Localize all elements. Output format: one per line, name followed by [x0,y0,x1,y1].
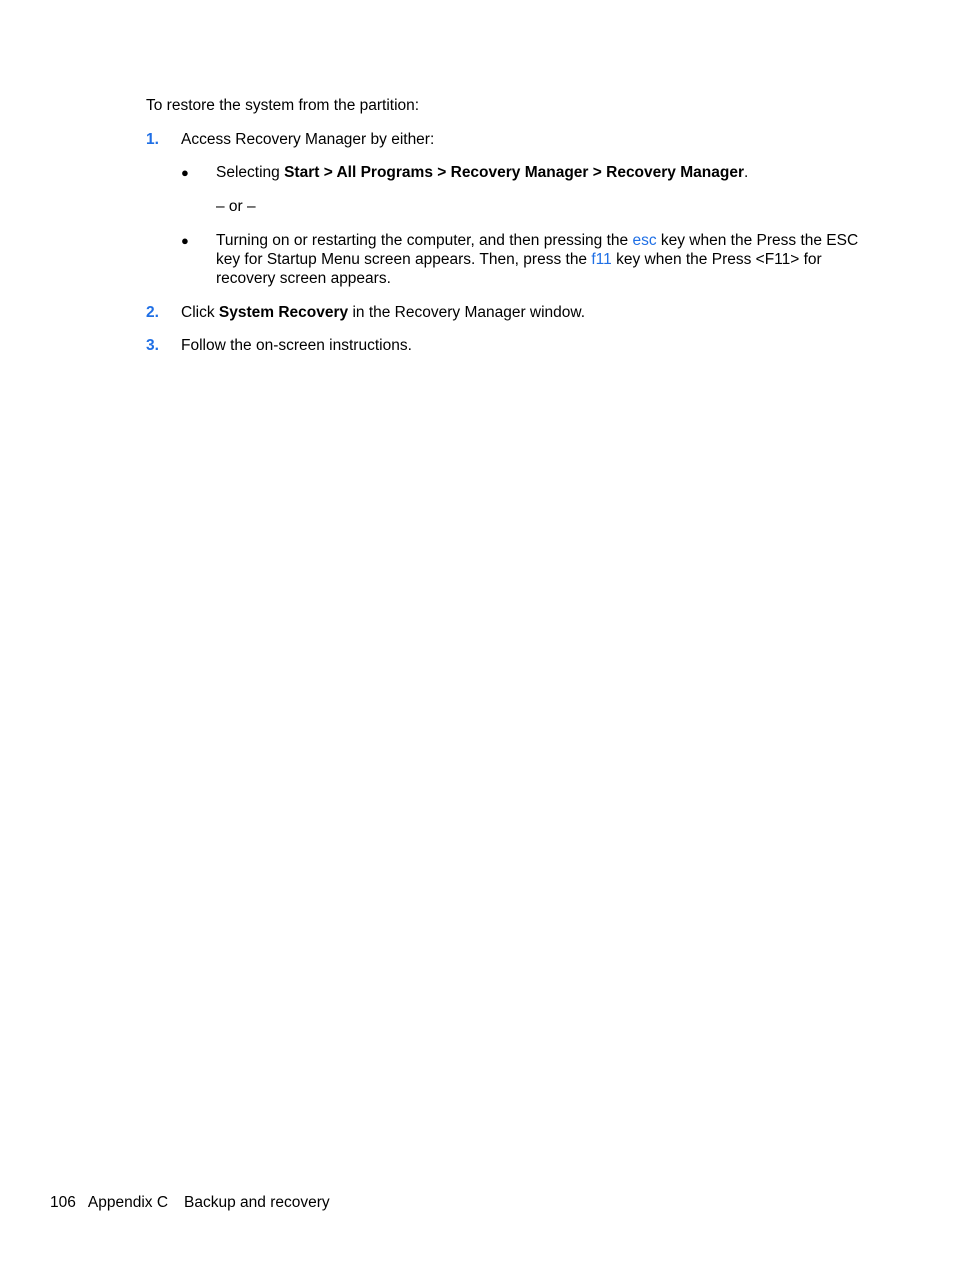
bullet-text-part-1: Turning on or restarting the computer, and then pressing the [216,232,633,249]
step-suffix: in the Recovery Manager window. [348,304,586,321]
bullet-text [216,163,748,182]
footer-title: Backup and recovery [184,1194,330,1211]
intro-paragraph: To restore the system from the partition: [146,97,420,114]
f11-key-label: f11 [591,251,612,268]
step-number: 1. [146,131,159,148]
bullet-marker: ● [181,233,189,248]
page-footer [50,1193,330,1212]
footer-section: Appendix C [87,1194,169,1211]
system-recovery-label: System Recovery [218,304,349,321]
step-text: Access Recovery Manager by either: [181,131,435,148]
step-prefix: Click [181,304,219,321]
bullet-text-part-2: key when the Press the ESC key for Startup Menu screen appears. Then, press the [216,232,859,268]
bullet-marker: ● [181,165,189,180]
step-number: 3. [146,337,159,354]
step-text: Follow the on-screen instructions. [181,337,412,354]
step-text [181,303,585,322]
menu-path: Start > All Programs > Recovery Manager > Recovery Manager [284,164,744,181]
step-number: 2. [146,304,159,321]
bullet-prefix: Selecting [216,164,285,181]
esc-key-label: esc [632,232,657,249]
bullet-text-part-3: key when the Press <F11> for recovery screen appears. [216,251,822,287]
or-separator: – or – [216,198,256,215]
page-number: 106 [50,1194,76,1211]
bullet-text [216,231,871,288]
bullet-suffix: . [743,164,749,181]
